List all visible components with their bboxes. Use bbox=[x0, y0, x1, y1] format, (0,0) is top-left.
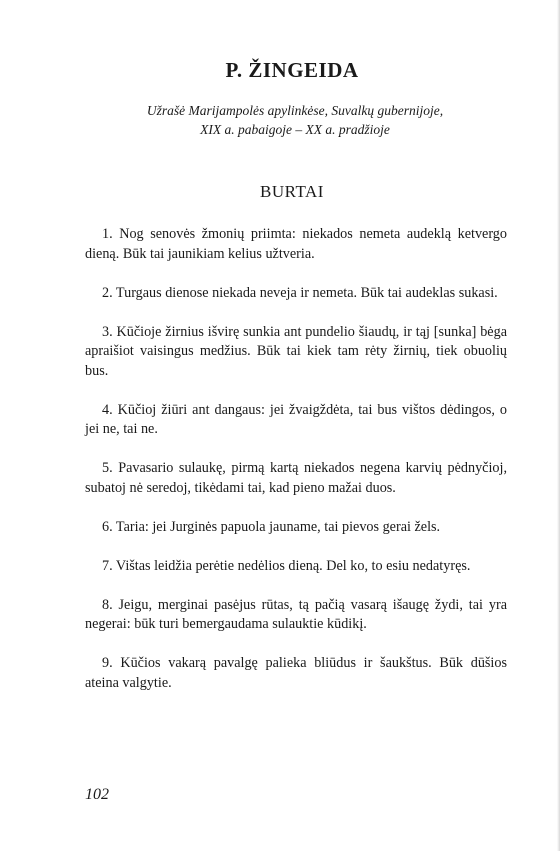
list-item: 9. Kūčios vakarą pavalgę palieka bliūdus ir šaukštus. Būk dūšios ateina valgytie. bbox=[85, 655, 507, 691]
collection-note-line-1: Užrašė Marijampolės apylinkėse, Suvalkų gubernijoje, bbox=[146, 103, 444, 118]
list-item: 7. Vištas leidžia perėtie nedėlios dieną. Del ko, to esiu nedatyręs. bbox=[102, 557, 471, 574]
list-item: 6. Taria: jei Jurginės papuola jauname, tai pievos gerai žels. bbox=[102, 518, 441, 535]
superstitions-list bbox=[85, 225, 507, 713]
list-item: 4. Kūčioj žiūri ant dangaus: jei žvaigždėta, tai bus vištos dėdingos, o jei ne, tai ne. bbox=[85, 401, 507, 437]
collection-note bbox=[116, 101, 474, 139]
list-item: 1. Nog senovės žmonių priimta: niekados nemeta audeklą ketvergo dieną. Būk tai jaunikiam kelius užtveria. bbox=[85, 226, 507, 262]
list-item: 5. Pavasario sulaukę, pirmą kartą niekados negena karvių pėdnyčioj, subatoj nė seredoj, tikėdami tai, kad pieno mažai duos. bbox=[85, 460, 507, 496]
section-title: BURTAI bbox=[260, 182, 324, 201]
author-heading: P. ŽINGEIDA bbox=[225, 58, 359, 82]
collection-note-line-2: XIX a. pabaigoje – XX a. pradžioje bbox=[200, 122, 390, 137]
list-item: 8. Jeigu, merginai pasėjus rūtas, tą pačią vasarą išaugę žydi, tai yra negerai: būk turi bemergaudama sulauktie kūdikį. bbox=[85, 596, 507, 632]
page-number: 102 bbox=[85, 786, 109, 803]
list-item: 3. Kūčioje žirnius išvirę sunkia ant pundelio šiaudų, ir tąj [sunka] bėga apraišiot vaisingus medžius. Būk tai kiek tam rėty žirnių, tiek obuolių bus. bbox=[85, 323, 507, 379]
list-item: 2. Turgaus dienose niekada neveja ir nemeta. Būk tai audeklas sukasi. bbox=[102, 284, 498, 301]
